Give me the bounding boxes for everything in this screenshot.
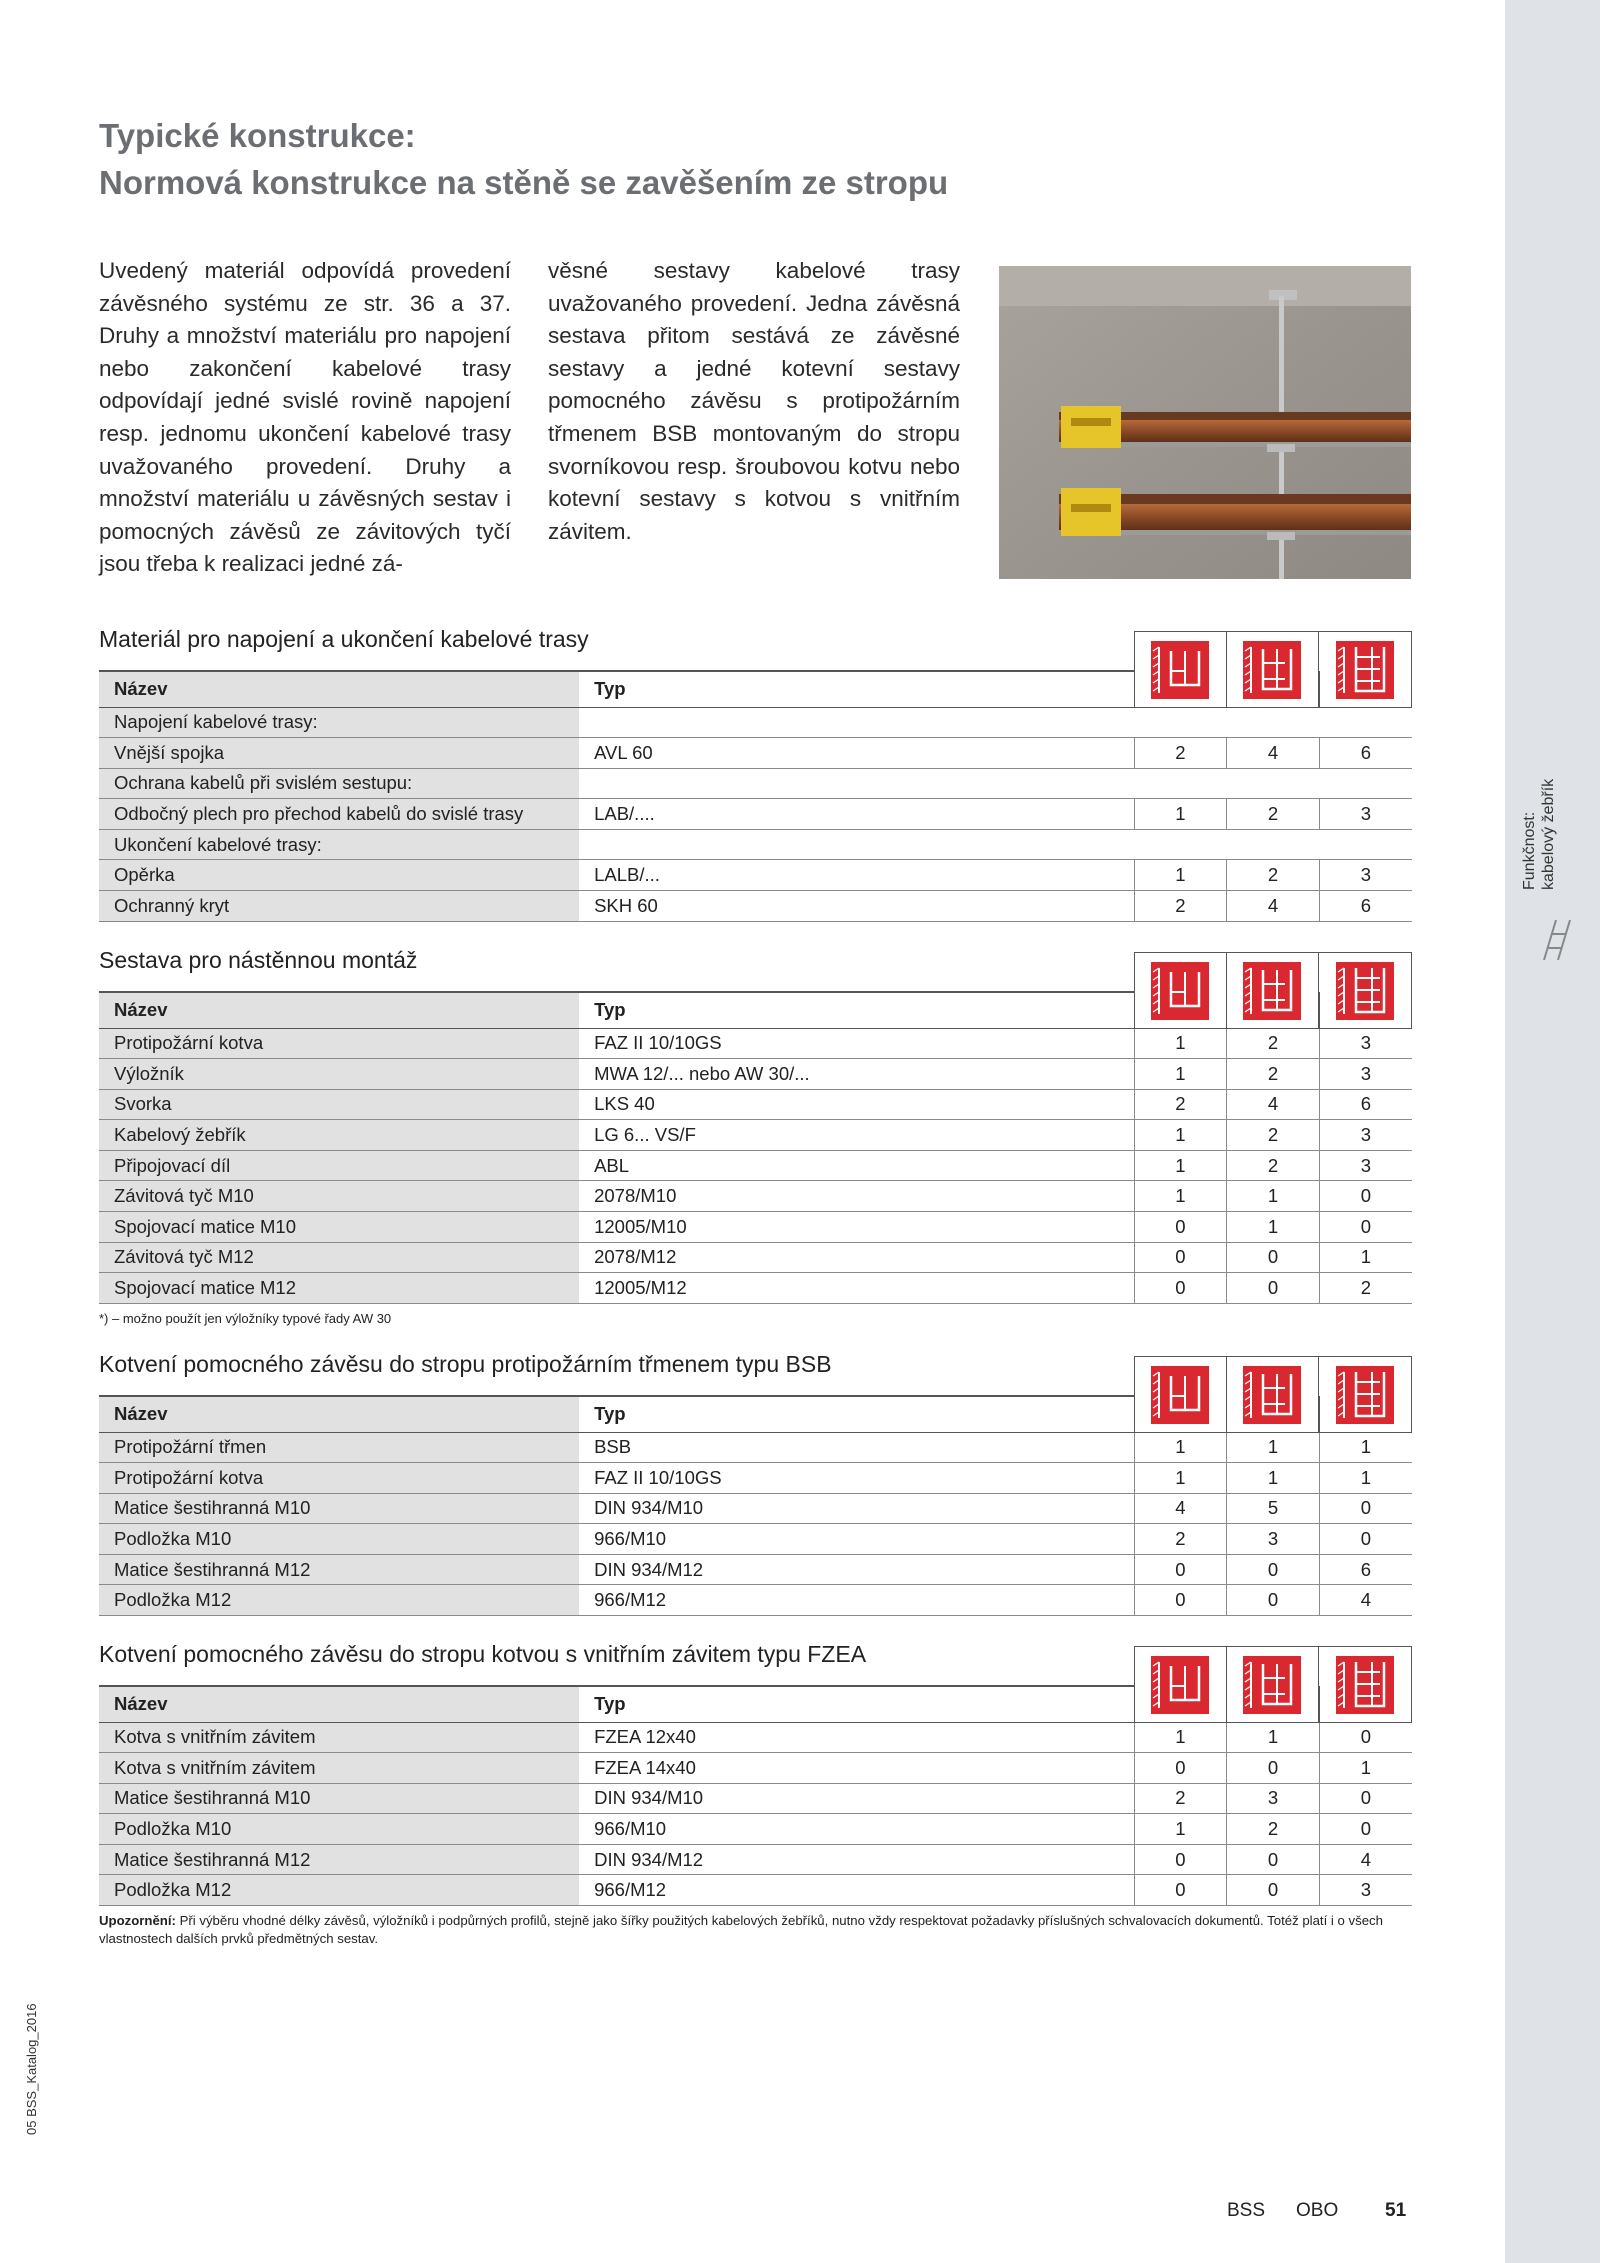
quantity-cell: 6 bbox=[1319, 738, 1412, 769]
quantity-cell: 1 bbox=[1319, 1753, 1412, 1784]
quantity-cell: 3 bbox=[1319, 860, 1412, 891]
table-header-row bbox=[99, 671, 1412, 707]
type-cell: 966/M12 bbox=[579, 1875, 1134, 1906]
intro-column-1: Uvedený materiál odpovídá provedení závěsného systému ze str. 36 a 37. Druhy a množství materiálu pro napojení nebo zakončení kabelové trasy odpovídají jedné svislé rovině napojení resp. jednomu ukončení kabelové trasy uvažovaného provedení. Druhy a množství materiálu u závěsných sestav i pomocných závěsů ze závitových tyčí jsou třeba k realizaci jedné zá- bbox=[99, 258, 511, 577]
type-cell: 12005/M12 bbox=[579, 1273, 1134, 1304]
quantity-cell: 1 bbox=[1227, 1432, 1320, 1463]
type-cell: 966/M10 bbox=[579, 1814, 1134, 1845]
table-row bbox=[99, 1120, 1412, 1151]
footer-obo: OBO bbox=[1296, 2200, 1339, 2221]
table-row bbox=[99, 1150, 1412, 1181]
warning-text: Při výběru vhodné délky závěsů, výložníků i podpůrných profilů, stejně jako šířky použitých kabelových žebříků, nutno vždy respektovat požadavky příslušných schvalovacích dokumentů. Totéž platí i o všech vlastnostech dalších prvků předmětných sestav. bbox=[99, 1913, 1383, 1946]
quantity-cell bbox=[1227, 992, 1320, 1028]
table-header-row bbox=[99, 1686, 1412, 1722]
table-row bbox=[99, 1524, 1412, 1555]
name-cell: Matice šestihranná M10 bbox=[99, 1493, 579, 1524]
name-cell: Název bbox=[99, 1686, 579, 1722]
quantity-cell: 0 bbox=[1319, 1524, 1412, 1555]
quantity-cell: 3 bbox=[1227, 1524, 1320, 1555]
name-cell: Matice šestihranná M10 bbox=[99, 1783, 579, 1814]
type-cell: DIN 934/M12 bbox=[579, 1844, 1134, 1875]
title-line2: Normová konstrukce na stěně se zavěšením ze stropu bbox=[99, 164, 949, 201]
name-cell: Matice šestihranná M12 bbox=[99, 1844, 579, 1875]
type-cell: ABL bbox=[579, 1150, 1134, 1181]
table-row bbox=[99, 1844, 1412, 1875]
type-cell: DIN 934/M12 bbox=[579, 1554, 1134, 1585]
name-cell: Ochrana kabelů při svislém sestupu: bbox=[99, 768, 579, 799]
quantity-cell: 5 bbox=[1227, 1493, 1320, 1524]
name-cell: Ochranný kryt bbox=[99, 891, 579, 922]
table-row bbox=[99, 1783, 1412, 1814]
quantity-cell bbox=[1319, 829, 1412, 860]
quantity-cell: 3 bbox=[1227, 1783, 1320, 1814]
table-row bbox=[99, 1242, 1412, 1273]
quantity-cell: 4 bbox=[1227, 1089, 1320, 1120]
catalog-id: 05 BSS_Katalog_2016 bbox=[24, 2003, 39, 2135]
table-row bbox=[99, 1273, 1412, 1304]
table-row bbox=[99, 1554, 1412, 1585]
quantity-cell bbox=[1227, 1396, 1320, 1432]
quantity-cell bbox=[1134, 1686, 1227, 1722]
name-cell: Připojovací díl bbox=[99, 1150, 579, 1181]
name-cell: Odbočný plech pro přechod kabelů do svislé trasy bbox=[99, 799, 579, 830]
quantity-cell: 2 bbox=[1134, 1524, 1227, 1555]
quantity-cell bbox=[1319, 768, 1412, 799]
footnote: *) – možno použít jen výložníky typové řady AW 30 bbox=[99, 1311, 392, 1326]
quantity-cell: 0 bbox=[1134, 1753, 1227, 1784]
type-cell: AVL 60 bbox=[579, 738, 1134, 769]
quantity-cell: 0 bbox=[1319, 1493, 1412, 1524]
type-cell bbox=[579, 768, 1134, 799]
name-cell: Protipožární třmen bbox=[99, 1432, 579, 1463]
table-row bbox=[99, 1753, 1412, 1784]
quantity-cell: 2 bbox=[1134, 1783, 1227, 1814]
quantity-cell: 4 bbox=[1134, 1493, 1227, 1524]
type-cell: 966/M12 bbox=[579, 1585, 1134, 1616]
name-cell: Typ bbox=[579, 992, 1134, 1028]
quantity-cell bbox=[1319, 671, 1412, 707]
quantity-cell bbox=[1134, 1396, 1227, 1432]
quantity-cell: 4 bbox=[1319, 1585, 1412, 1616]
table-row bbox=[99, 1814, 1412, 1845]
title-line1: Typické konstrukce: bbox=[99, 117, 416, 154]
name-cell: Ukončení kabelové trasy: bbox=[99, 829, 579, 860]
name-cell: Závitová tyč M10 bbox=[99, 1181, 579, 1212]
name-cell: Opěrka bbox=[99, 860, 579, 891]
quantity-cell: 0 bbox=[1134, 1875, 1227, 1906]
name-cell: Výložník bbox=[99, 1059, 579, 1090]
type-cell: LAB/.... bbox=[579, 799, 1134, 830]
table-row bbox=[99, 1493, 1412, 1524]
table-header-row bbox=[99, 1396, 1412, 1432]
fzea-table bbox=[99, 1685, 1412, 1906]
name-cell: Napojení kabelové trasy: bbox=[99, 707, 579, 738]
quantity-cell: 0 bbox=[1134, 1554, 1227, 1585]
name-cell: Typ bbox=[579, 1396, 1134, 1432]
quantity-cell: 2 bbox=[1134, 738, 1227, 769]
type-cell: BSB bbox=[579, 1432, 1134, 1463]
quantity-cell: 3 bbox=[1319, 799, 1412, 830]
type-cell: SKH 60 bbox=[579, 891, 1134, 922]
quantity-cell: 0 bbox=[1134, 1212, 1227, 1243]
quantity-cell: 3 bbox=[1319, 1028, 1412, 1059]
quantity-cell bbox=[1134, 992, 1227, 1028]
table-row bbox=[99, 1181, 1412, 1212]
quantity-cell bbox=[1319, 992, 1412, 1028]
name-cell: Název bbox=[99, 992, 579, 1028]
quantity-cell bbox=[1227, 768, 1320, 799]
quantity-cell: 6 bbox=[1319, 891, 1412, 922]
type-cell: FZEA 14x40 bbox=[579, 1753, 1134, 1784]
name-cell: Vnější spojka bbox=[99, 738, 579, 769]
sidebar-strip bbox=[1505, 0, 1600, 2263]
name-cell: Kotva s vnitřním závitem bbox=[99, 1722, 579, 1753]
name-cell: Typ bbox=[579, 1686, 1134, 1722]
section-title-connection: Materiál pro napojení a ukončení kabelové trasy bbox=[99, 626, 589, 652]
quantity-cell bbox=[1134, 707, 1227, 738]
quantity-cell: 6 bbox=[1319, 1089, 1412, 1120]
quantity-cell: 1 bbox=[1134, 1120, 1227, 1151]
quantity-cell: 2 bbox=[1227, 799, 1320, 830]
table-row bbox=[99, 1875, 1412, 1906]
table-row bbox=[99, 1432, 1412, 1463]
table-row bbox=[99, 1089, 1412, 1120]
quantity-cell: 4 bbox=[1319, 1844, 1412, 1875]
table-row bbox=[99, 799, 1412, 830]
table-row bbox=[99, 829, 1412, 860]
quantity-cell: 2 bbox=[1227, 1150, 1320, 1181]
warning-label: Upozornění: bbox=[99, 1913, 176, 1928]
table-row bbox=[99, 860, 1412, 891]
name-cell: Závitová tyč M12 bbox=[99, 1242, 579, 1273]
type-cell: 966/M10 bbox=[579, 1524, 1134, 1555]
table-row bbox=[99, 1028, 1412, 1059]
quantity-cell: 0 bbox=[1227, 1242, 1320, 1273]
type-cell: 12005/M10 bbox=[579, 1212, 1134, 1243]
wall-mount-table bbox=[99, 991, 1412, 1304]
type-cell bbox=[579, 707, 1134, 738]
quantity-cell: 0 bbox=[1227, 1753, 1320, 1784]
quantity-cell: 0 bbox=[1319, 1181, 1412, 1212]
table-row bbox=[99, 1212, 1412, 1243]
type-cell: DIN 934/M10 bbox=[579, 1783, 1134, 1814]
name-cell: Kabelový žebřík bbox=[99, 1120, 579, 1151]
quantity-cell: 0 bbox=[1134, 1242, 1227, 1273]
quantity-cell bbox=[1134, 829, 1227, 860]
quantity-cell: 3 bbox=[1319, 1059, 1412, 1090]
name-cell: Spojovací matice M10 bbox=[99, 1212, 579, 1243]
type-cell: FZEA 12x40 bbox=[579, 1722, 1134, 1753]
type-cell: 2078/M12 bbox=[579, 1242, 1134, 1273]
quantity-cell: 0 bbox=[1134, 1844, 1227, 1875]
name-cell: Protipožární kotva bbox=[99, 1028, 579, 1059]
bsb-table bbox=[99, 1395, 1412, 1616]
type-cell: LALB/... bbox=[579, 860, 1134, 891]
section-title-bsb: Kotvení pomocného závěsu do stropu protipožárním třmenem typu BSB bbox=[99, 1351, 832, 1377]
table-row bbox=[99, 768, 1412, 799]
col-name-header: Název bbox=[99, 671, 579, 707]
type-cell: DIN 934/M10 bbox=[579, 1493, 1134, 1524]
quantity-cell: 2 bbox=[1319, 1273, 1412, 1304]
sidebar-label-line2: kabelový žebřík bbox=[1540, 778, 1557, 890]
quantity-cell: 1 bbox=[1134, 799, 1227, 830]
name-cell: Podložka M12 bbox=[99, 1875, 579, 1906]
quantity-cell: 0 bbox=[1134, 1585, 1227, 1616]
quantity-cell: 0 bbox=[1319, 1814, 1412, 1845]
quantity-cell bbox=[1227, 1686, 1320, 1722]
quantity-cell: 2 bbox=[1227, 1028, 1320, 1059]
quantity-cell: 1 bbox=[1227, 1463, 1320, 1494]
quantity-cell: 1 bbox=[1134, 860, 1227, 891]
connection-table bbox=[99, 670, 1412, 922]
quantity-cell bbox=[1319, 1686, 1412, 1722]
type-cell: LKS 40 bbox=[579, 1089, 1134, 1120]
quantity-cell: 4 bbox=[1227, 891, 1320, 922]
quantity-cell bbox=[1134, 671, 1227, 707]
quantity-cell: 0 bbox=[1134, 1273, 1227, 1304]
quantity-cell: 1 bbox=[1227, 1181, 1320, 1212]
type-cell: FAZ II 10/10GS bbox=[579, 1463, 1134, 1494]
quantity-cell: 2 bbox=[1134, 891, 1227, 922]
name-cell: Svorka bbox=[99, 1089, 579, 1120]
quantity-cell: 1 bbox=[1227, 1212, 1320, 1243]
installation-photo bbox=[999, 266, 1411, 579]
quantity-cell: 1 bbox=[1134, 1150, 1227, 1181]
name-cell: Spojovací matice M12 bbox=[99, 1273, 579, 1304]
quantity-cell: 2 bbox=[1227, 1814, 1320, 1845]
name-cell: Matice šestihranná M12 bbox=[99, 1554, 579, 1585]
quantity-cell: 1 bbox=[1134, 1432, 1227, 1463]
quantity-cell: 6 bbox=[1319, 1554, 1412, 1585]
quantity-cell bbox=[1134, 768, 1227, 799]
quantity-cell: 1 bbox=[1134, 1722, 1227, 1753]
name-cell: Podložka M12 bbox=[99, 1585, 579, 1616]
quantity-cell: 0 bbox=[1227, 1844, 1320, 1875]
quantity-cell: 0 bbox=[1319, 1722, 1412, 1753]
type-cell: MWA 12/... nebo AW 30/... bbox=[579, 1059, 1134, 1090]
table-row bbox=[99, 738, 1412, 769]
name-cell: Protipožární kotva bbox=[99, 1463, 579, 1494]
page-number: 51 bbox=[1385, 2200, 1407, 2221]
name-cell: Podložka M10 bbox=[99, 1524, 579, 1555]
table-row bbox=[99, 1585, 1412, 1616]
quantity-cell: 2 bbox=[1227, 1120, 1320, 1151]
quantity-cell: 2 bbox=[1134, 1089, 1227, 1120]
quantity-cell: 1 bbox=[1319, 1432, 1412, 1463]
footer-bss: BSS bbox=[1227, 2200, 1266, 2221]
name-cell: Název bbox=[99, 1396, 579, 1432]
section-title-fzea: Kotvení pomocného závěsu do stropu kotvou s vnitřním závitem typu FZEA bbox=[99, 1641, 867, 1667]
quantity-cell: 2 bbox=[1227, 860, 1320, 891]
quantity-cell bbox=[1227, 671, 1320, 707]
quantity-cell: 1 bbox=[1319, 1463, 1412, 1494]
quantity-cell: 3 bbox=[1319, 1150, 1412, 1181]
quantity-cell: 1 bbox=[1134, 1059, 1227, 1090]
type-cell bbox=[579, 829, 1134, 860]
type-cell: 2078/M10 bbox=[579, 1181, 1134, 1212]
quantity-cell: 4 bbox=[1227, 738, 1320, 769]
name-cell: Kotva s vnitřním závitem bbox=[99, 1753, 579, 1784]
section-title-wall-mount: Sestava pro nástěnnou montáž bbox=[99, 947, 418, 973]
quantity-cell: 1 bbox=[1134, 1463, 1227, 1494]
table-row bbox=[99, 1722, 1412, 1753]
quantity-cell bbox=[1227, 829, 1320, 860]
sidebar-label bbox=[1520, 750, 1590, 890]
quantity-cell: 0 bbox=[1227, 1585, 1320, 1616]
quantity-cell: 1 bbox=[1134, 1028, 1227, 1059]
quantity-cell: 3 bbox=[1319, 1875, 1412, 1906]
quantity-cell: 0 bbox=[1227, 1554, 1320, 1585]
quantity-cell: 1 bbox=[1134, 1814, 1227, 1845]
col-typ-header: Typ bbox=[579, 671, 1134, 707]
quantity-cell: 1 bbox=[1227, 1722, 1320, 1753]
table-row bbox=[99, 707, 1412, 738]
sidebar-label-line1: Funkčnost: bbox=[1521, 811, 1538, 890]
quantity-cell: 0 bbox=[1227, 1273, 1320, 1304]
type-cell: FAZ II 10/10GS bbox=[579, 1028, 1134, 1059]
table-header-row bbox=[99, 992, 1412, 1028]
quantity-cell: 2 bbox=[1227, 1059, 1320, 1090]
table-row bbox=[99, 1463, 1412, 1494]
quantity-cell: 0 bbox=[1319, 1783, 1412, 1814]
quantity-cell bbox=[1319, 707, 1412, 738]
quantity-cell: 0 bbox=[1319, 1212, 1412, 1243]
intro-column-2: věsné sestavy kabelové trasy uvažovaného provedení. Jedna závěsná sestava přitom sestává ze závěsné sestavy a jedné kotevní sestavy pomocného závěsu s protipožárním třmenem BSB montovaným do stropu svorníkovou resp. šroubovou kotvu nebo kotevní sestavy s kotvou s vnitřním závitem. bbox=[548, 258, 960, 544]
name-cell: Podložka M10 bbox=[99, 1814, 579, 1845]
quantity-cell: 0 bbox=[1227, 1875, 1320, 1906]
quantity-cell bbox=[1227, 707, 1320, 738]
table-row bbox=[99, 1059, 1412, 1090]
quantity-cell: 3 bbox=[1319, 1120, 1412, 1151]
cable-ladder-icon bbox=[1536, 918, 1580, 962]
type-cell: LG 6... VS/F bbox=[579, 1120, 1134, 1151]
quantity-cell: 1 bbox=[1319, 1242, 1412, 1273]
quantity-cell: 1 bbox=[1134, 1181, 1227, 1212]
table-row bbox=[99, 891, 1412, 922]
page-title bbox=[99, 112, 948, 206]
quantity-cell bbox=[1319, 1396, 1412, 1432]
warning-note bbox=[99, 1912, 1419, 1948]
